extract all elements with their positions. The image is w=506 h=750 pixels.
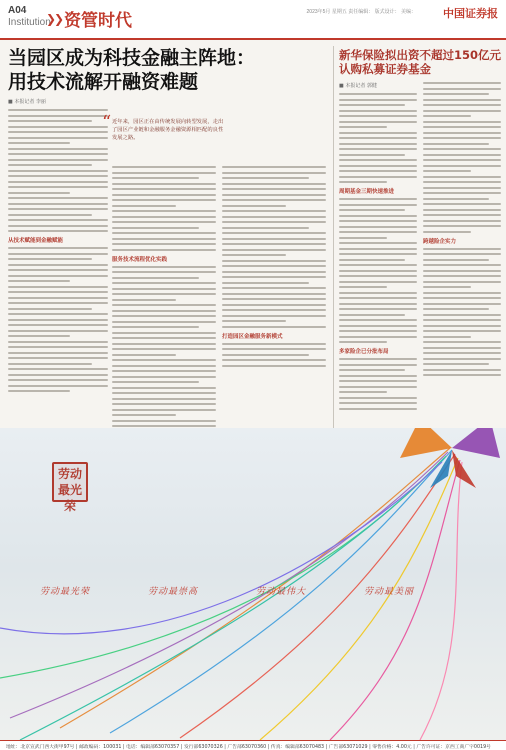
quote-mark-icon: “ — [102, 112, 112, 133]
right-reporter: ■ 本报记者 郭健 — [339, 83, 377, 89]
caption-4: 劳动最美丽 — [364, 587, 415, 597]
page-footer: 地址：北京宣武门西大街甲97号 | 邮政编码：100031 | 电话：编辑部63070357 | 发行部63070326 | 广告部63070360 | 传真：编辑部63070483 | 广告部63071029 | 零售价格：4.00元 | 广告许可证：京西工商广字0019号 — [0, 740, 506, 750]
main-headline-line1: 当园区成为科技金融主阵地： — [8, 47, 256, 69]
caption-2: 劳动最崇高 — [148, 587, 199, 597]
right-subhead-3: 多家险企已分批布局 — [339, 349, 389, 355]
section-english: Institution — [8, 17, 51, 28]
caption-1: 劳动最光荣 — [40, 587, 91, 597]
pull-quote-text: 近年来，园区正在由传统发展向转型发展，走出了园区产业链和金融服务金融资源相匹配的良性发展之路。 — [112, 119, 224, 141]
main-reporter: ■ 本报记者 李丽 — [8, 99, 46, 105]
caption-3: 劳动最伟大 — [256, 587, 307, 597]
section-code — [8, 6, 51, 28]
page-header — [0, 0, 506, 40]
right-article-col-1 — [339, 82, 417, 413]
right-article-col-2 — [423, 82, 501, 380]
right-subhead-1: 周期基金三期快速推进 — [339, 189, 395, 195]
right-headline-line2: 认购私募证券基金 — [339, 62, 431, 76]
right-headline — [339, 48, 501, 76]
issue-meta: 2023年5月 星期五 责任编辑： 版式设计： 美编： — [306, 9, 416, 15]
page-number: A04 — [8, 5, 27, 16]
chevron-right-icon: ❯❯ — [46, 12, 63, 26]
newspaper-logo: 中国证券报 — [443, 7, 498, 20]
right-subhead-2: 跨越险企实力 — [423, 238, 457, 245]
main-article-col-1 — [8, 98, 108, 396]
main-subhead-3: 打造园区金融服务新模式 — [222, 333, 283, 340]
main-article-col-2 — [112, 166, 216, 436]
section-title: 资管时代 — [64, 11, 132, 31]
right-headline-line1: 新华保险拟出资不超过150亿元 — [339, 48, 502, 62]
main-headline-line2: 用技术流解开融资难题 — [8, 71, 199, 93]
pull-quote — [102, 112, 224, 160]
seal-stamp-text: 劳动最光荣 — [57, 467, 82, 513]
main-headline — [8, 46, 328, 94]
main-subhead-1: 从技术赋能到金融赋能 — [8, 238, 64, 244]
main-article-col-3 — [222, 166, 326, 370]
main-subhead-2: 服务技术流程优化实践 — [112, 256, 168, 263]
